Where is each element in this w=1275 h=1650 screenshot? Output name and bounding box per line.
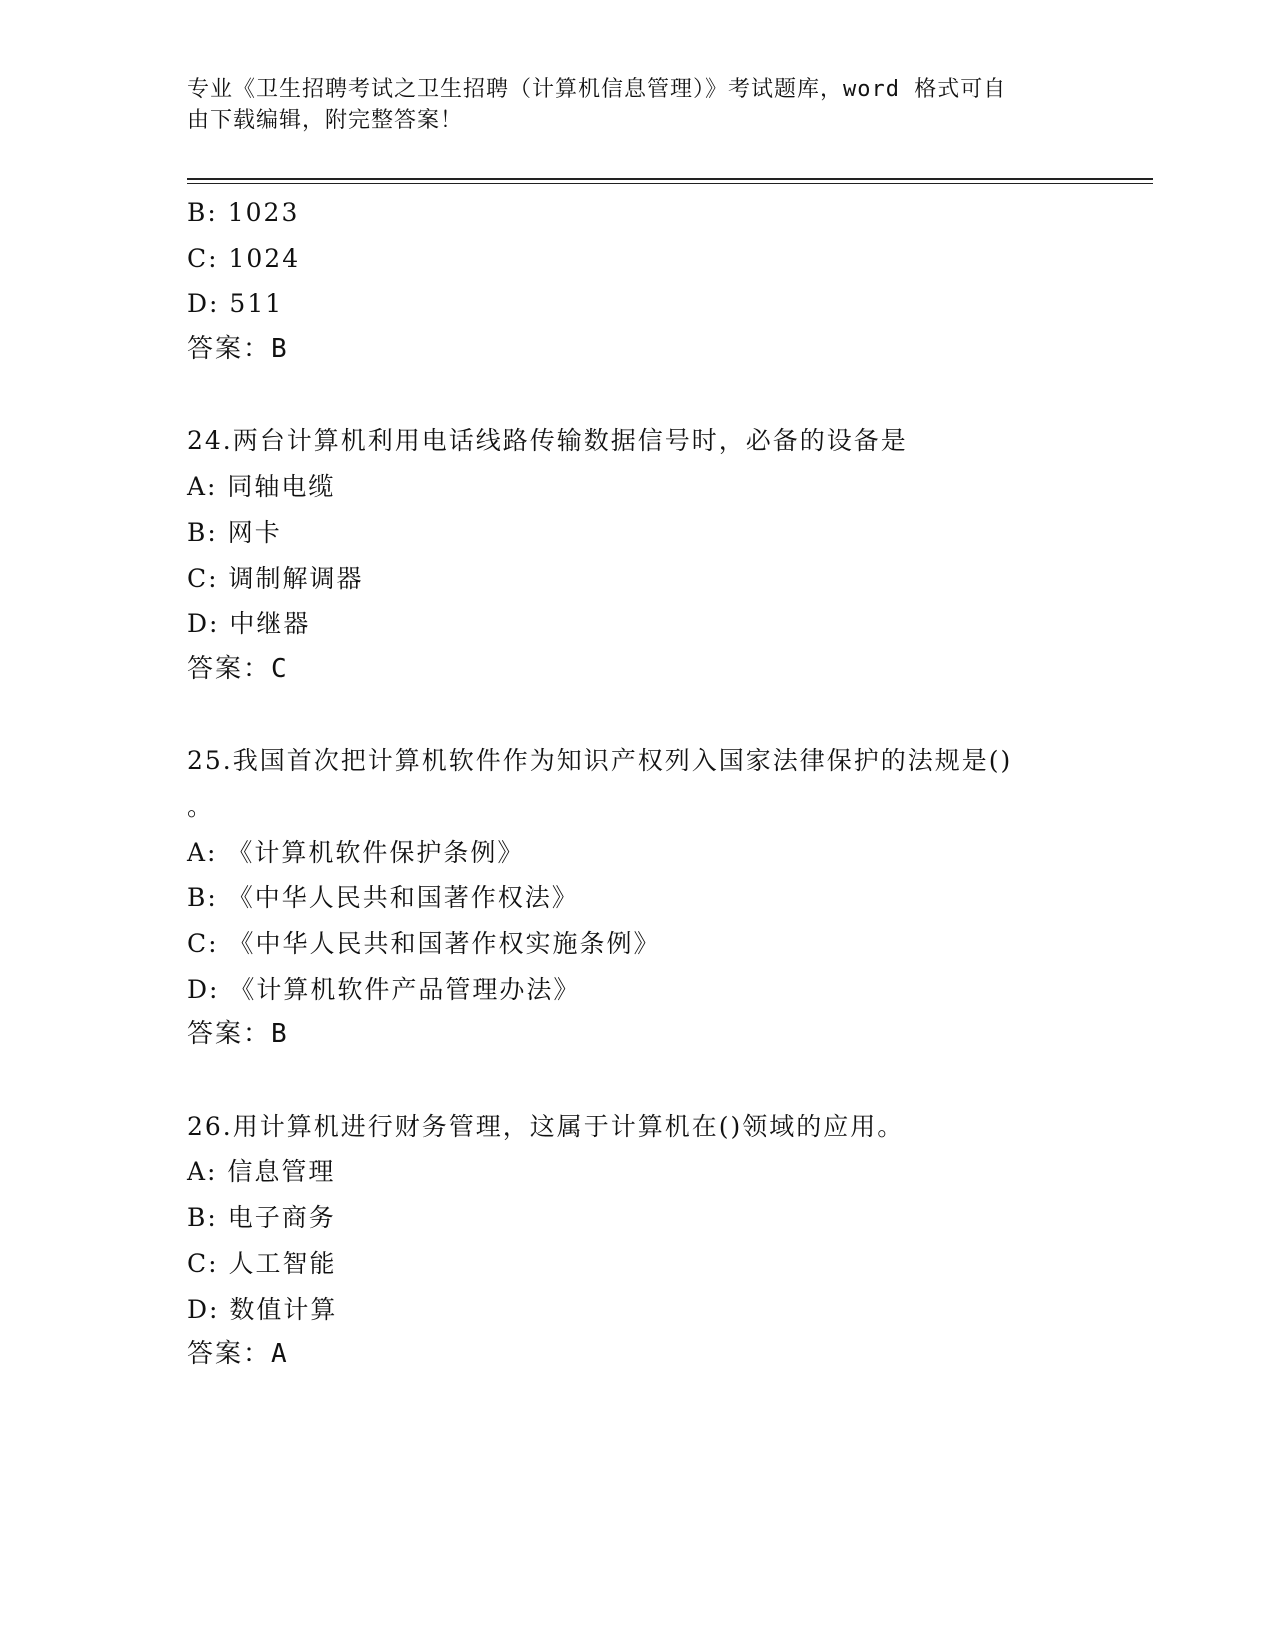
- option-a: A: 同轴电缆: [187, 472, 336, 502]
- spacer: [187, 1058, 1087, 1104]
- header-line-1: 专业《卫生招聘考试之卫生招聘（计算机信息管理）》考试题库，word 格式可自: [187, 77, 1007, 102]
- option-b: B: 《中华人民共和国著作权法》: [187, 883, 579, 913]
- option-a: A: 《计算机软件保护条例》: [187, 837, 525, 867]
- option-c: C: 1024: [187, 243, 301, 273]
- document-header: [187, 74, 1067, 136]
- option-b: B: 网卡: [187, 517, 282, 547]
- option-b: B: 1023: [187, 198, 300, 227]
- option-b: B: 电子商务: [187, 1203, 336, 1233]
- question-stem: 26.用计算机进行财务管理，这属于计算机在()领域的应用。: [187, 1111, 905, 1141]
- spacer: [187, 693, 1087, 739]
- option-c: C: 人工智能: [187, 1248, 337, 1278]
- option-d: D: 中继器: [187, 609, 311, 639]
- header-line-2: 由下载编辑，附完整答案！: [187, 108, 464, 133]
- answer: 答案：B: [187, 334, 289, 365]
- question-stem-continuation: 。: [187, 791, 215, 821]
- header-rule-thin: [187, 183, 1153, 184]
- spacer: [187, 373, 1087, 419]
- header-rule-thick: [187, 178, 1153, 180]
- option-d: D: 511: [187, 289, 284, 319]
- question-23-tail: [187, 190, 1087, 373]
- option-d: D: 《计算机软件产品管理办法》: [187, 974, 581, 1004]
- option-d: D: 数值计算: [187, 1294, 338, 1324]
- question-26: [187, 1104, 1087, 1378]
- answer: 答案：A: [187, 1339, 289, 1370]
- question-stem: 25.我国首次把计算机软件作为知识产权列入国家法律保护的法规是(): [187, 746, 1013, 776]
- answer: 答案：C: [187, 653, 289, 684]
- option-a: A: 信息管理: [187, 1157, 336, 1187]
- question-list: [187, 190, 1087, 1378]
- question-stem: 24.两台计算机利用电话线路传输数据信号时，必备的设备是: [187, 426, 908, 456]
- question-25: [187, 738, 1087, 1058]
- answer: 答案：B: [187, 1019, 289, 1050]
- option-c: C: 调制解调器: [187, 563, 364, 593]
- option-c: C: 《中华人民共和国著作权实施条例》: [187, 929, 661, 958]
- question-24: [187, 418, 1087, 692]
